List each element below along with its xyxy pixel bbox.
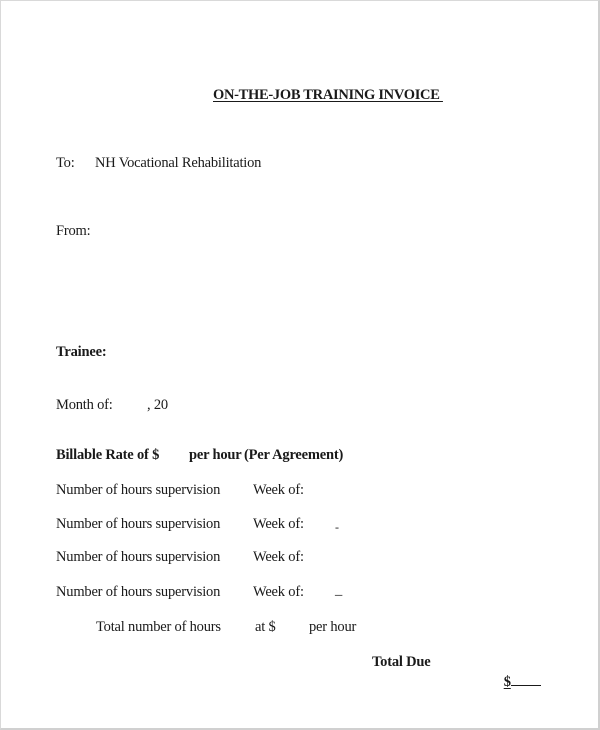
total-hours-label: Total number of hours <box>96 619 221 635</box>
supervision-row-4-label: Number of hours supervision <box>56 584 221 600</box>
supervision-row-2-label: Number of hours supervision <box>56 516 221 532</box>
to-value: NH Vocational Rehabilitation <box>95 155 262 171</box>
from-label: From: <box>56 223 91 239</box>
supervision-row-2-week: Week of: <box>253 516 304 532</box>
supervision-row-4-mark: _ <box>335 582 343 598</box>
billable-per-hour: per hour <box>189 447 242 463</box>
total-due-currency: $ <box>503 674 511 690</box>
per-agreement-note: (Per Agreement) <box>244 447 344 463</box>
supervision-row-1-week: Week of: <box>253 482 304 498</box>
supervision-row-1-label: Number of hours supervision <box>56 482 221 498</box>
supervision-row-2-mark: - <box>335 520 339 534</box>
total-due-amount <box>490 653 541 709</box>
billable-rate-label: Billable Rate of $ <box>56 447 160 463</box>
invoice-title: ON-THE-JOB TRAINING INVOICE <box>213 87 443 103</box>
supervision-row-3-label: Number of hours supervision <box>56 549 221 565</box>
supervision-row-4-week: Week of: <box>253 584 304 600</box>
total-hours-at-rate: at $ <box>255 619 276 635</box>
total-hours-per-hour: per hour <box>309 619 357 635</box>
trainee-label: Trainee: <box>56 344 107 360</box>
total-due-label: Total Due <box>372 654 431 670</box>
total-due-blank <box>511 671 541 686</box>
supervision-row-3-week: Week of: <box>253 549 304 565</box>
to-label: To: <box>56 155 75 171</box>
month-year-suffix: , 20 <box>147 397 168 413</box>
month-label: Month of: <box>56 397 113 413</box>
